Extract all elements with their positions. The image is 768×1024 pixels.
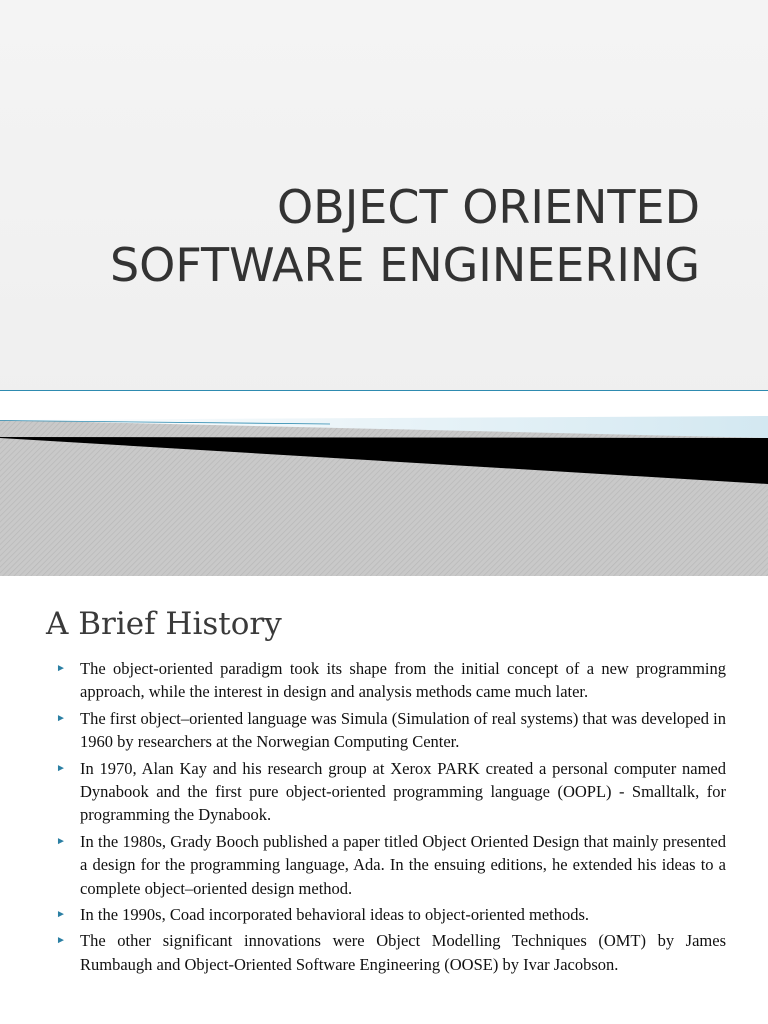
- bullet-item-1: [56, 657, 726, 704]
- slide-title-line-2: SOFTWARE ENGINEERING: [109, 238, 700, 292]
- bullet-text: In the 1980s, Grady Booch published a paper titled Object Oriented Design that mainly presented a design for the programming language, Ada. In the ensuing editions, he extended his ideas to a complete object–oriented design method.: [80, 831, 726, 898]
- slide-title-line-1: OBJECT ORIENTED: [276, 180, 700, 234]
- triangle-right-icon: ►: [56, 935, 66, 947]
- bullet-text: In 1970, Alan Kay and his research group at Xerox PARK created a personal computer named Dynabook and the first pure object-oriented programming language (OOPL) - Smalltalk, for programming the Dynabook.: [80, 758, 726, 825]
- decorative-stripe-band: [0, 380, 768, 576]
- triangle-right-icon: ►: [56, 762, 66, 774]
- bullet-item-2: [56, 707, 726, 754]
- slide-heading: A Brief History: [46, 606, 282, 642]
- triangle-right-icon: ►: [56, 835, 66, 847]
- bullet-text: The object-oriented paradigm took its shape from the initial concept of a new programming approach, while the interest in design and analysis methods came much later.: [80, 659, 726, 702]
- triangle-right-icon: ►: [56, 712, 66, 724]
- bullet-item-3: [56, 757, 726, 827]
- triangle-right-icon: ►: [56, 663, 66, 674]
- white-strip: [0, 390, 768, 420]
- bullet-text: In the 1990s, Coad incorporated behavioral ideas to object-oriented methods.: [80, 905, 590, 925]
- slide-title: [110, 178, 700, 294]
- bullet-text: The first object–oriented language was Simula (Simulation of real systems) that was developed in 1960 by researchers at the Norwegian Computing Center.: [80, 708, 726, 752]
- triangle-right-icon: ►: [56, 909, 66, 921]
- bullet-list: [56, 657, 726, 979]
- bullet-item-5: [56, 903, 726, 926]
- bullet-text: The other significant innovations were Object Modelling Techniques (OMT) by James Rumbaugh and Object-Oriented Software Engineering (OOSE) by Ivar Jacobson.: [80, 931, 726, 974]
- history-slide: [0, 576, 768, 1024]
- bullet-item-6: [56, 929, 726, 976]
- bullet-item-4: [56, 830, 726, 900]
